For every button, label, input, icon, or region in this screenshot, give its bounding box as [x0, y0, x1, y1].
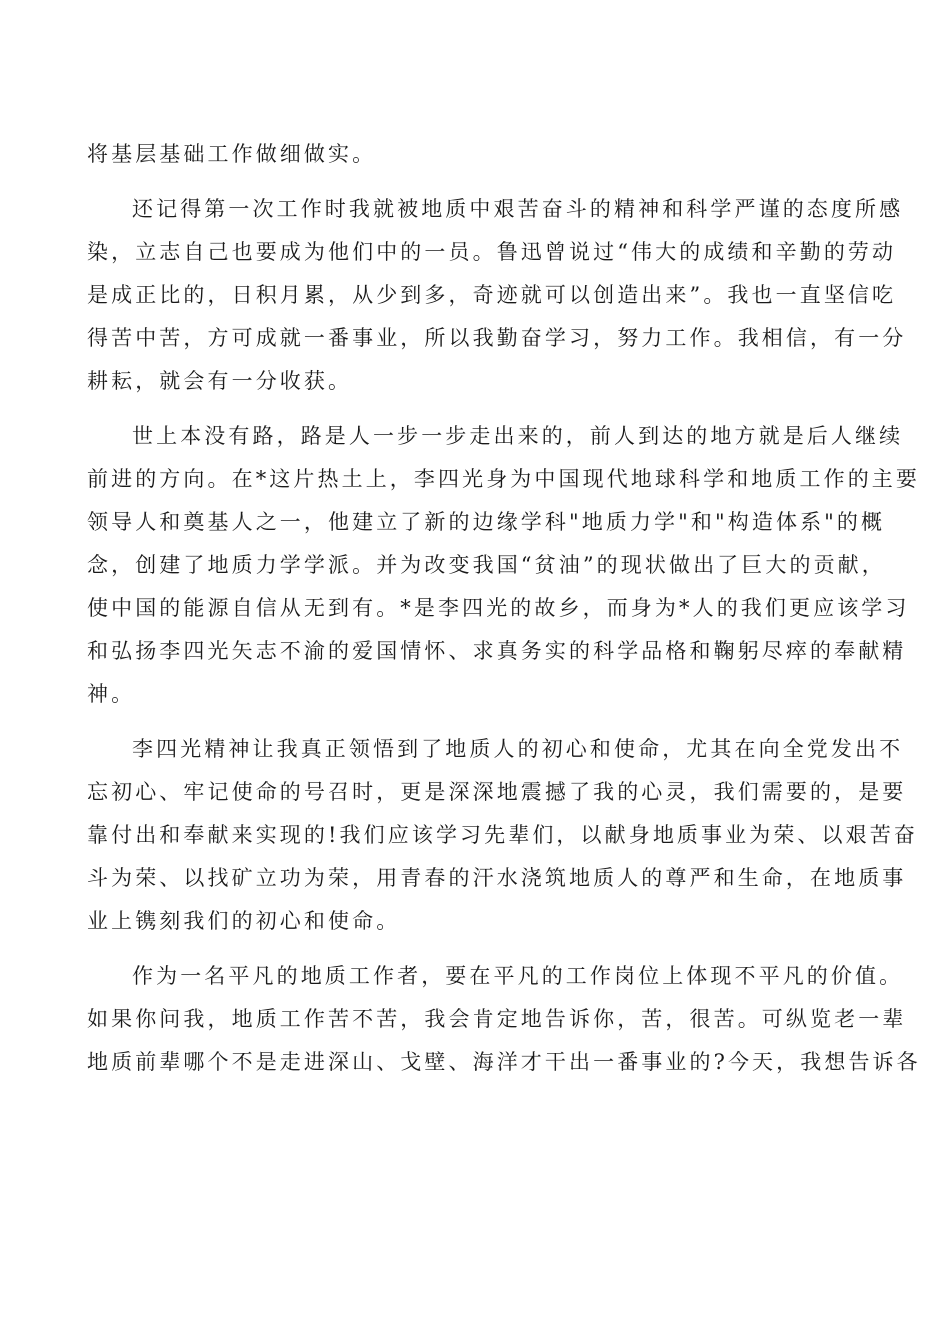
- text-line: 和弘扬李四光矢志不渝的爱国情怀、求真务实的科学品格和鞠躬尽瘁的奉献精: [87, 639, 907, 663]
- text-line: 地质前辈哪个不是走进深山、戈壁、海洋才干出一番事业的?今天，我想告诉各: [87, 1050, 921, 1074]
- text-line: 作为一名平凡的地质工作者，要在平凡的工作岗位上体现不平凡的价值。: [132, 964, 904, 988]
- text-line: 忘初心、牢记使命的号召时，更是深深地震撼了我的心灵，我们需要的，是要: [87, 780, 907, 804]
- paragraph-mission: [87, 728, 918, 943]
- text-line: 世上本没有路，路是人一步一步走出来的，前人到达的地方就是后人继续: [132, 424, 904, 448]
- text-line: 神。: [87, 682, 136, 706]
- text-line: 李四光精神让我真正领悟到了地质人的初心和使命，尤其在向全党发出不: [132, 737, 904, 761]
- text-line: 耕耘，就会有一分收获。: [87, 369, 353, 393]
- text-line: 得苦中苦，方可成就一番事业，所以我勤奋学习，努力工作。我相信，有一分: [87, 326, 907, 350]
- text-line: 使中国的能源自信从无到有。*是李四光的故乡，而身为*人的我们更应该学习: [87, 596, 910, 620]
- text-line: 业上镌刻我们的初心和使命。: [87, 909, 401, 933]
- text-line: 将基层基础工作做细做实。: [87, 142, 377, 166]
- text-line: 领导人和奠基人之一，他建立了新的边缘学科"地质力学"和"构造体系"的概: [87, 510, 886, 534]
- text-line: 靠付出和奉献来实现的!我们应该学习先辈们，以献身地质事业为荣、以艰苦奋: [87, 823, 918, 847]
- text-line: 念，创建了地质力学学派。并为改变我国“贫油”的现状做出了巨大的贡献，: [87, 553, 886, 577]
- paragraph-first-work: [87, 188, 907, 403]
- text-line: 前进的方向。在*这片热土上，李四光身为中国现代地球科学和地质工作的主要: [87, 467, 920, 491]
- document-body: [87, 133, 921, 1084]
- text-line: 还记得第一次工作时我就被地质中艰苦奋斗的精神和科学严谨的态度所感: [132, 197, 904, 221]
- paragraph-continuation: [87, 133, 867, 176]
- text-line: 染，立志自己也要成为他们中的一员。鲁迅曾说过“伟大的成绩和辛勤的劳动: [87, 240, 897, 264]
- paragraph-li-siguang: [87, 415, 920, 716]
- paragraph-ordinary-worker: [87, 955, 921, 1084]
- text-line: 斗为荣、以找矿立功为荣，用青春的汗水浇筑地质人的尊严和生命，在地质事: [87, 866, 907, 890]
- text-line: 是成正比的，日积月累，从少到多，奇迹就可以创造出来”。我也一直坚信吃: [87, 283, 897, 307]
- text-line: 如果你问我，地质工作苦不苦，我会肯定地告诉你，苦，很苦。可纵览老一辈: [87, 1007, 907, 1031]
